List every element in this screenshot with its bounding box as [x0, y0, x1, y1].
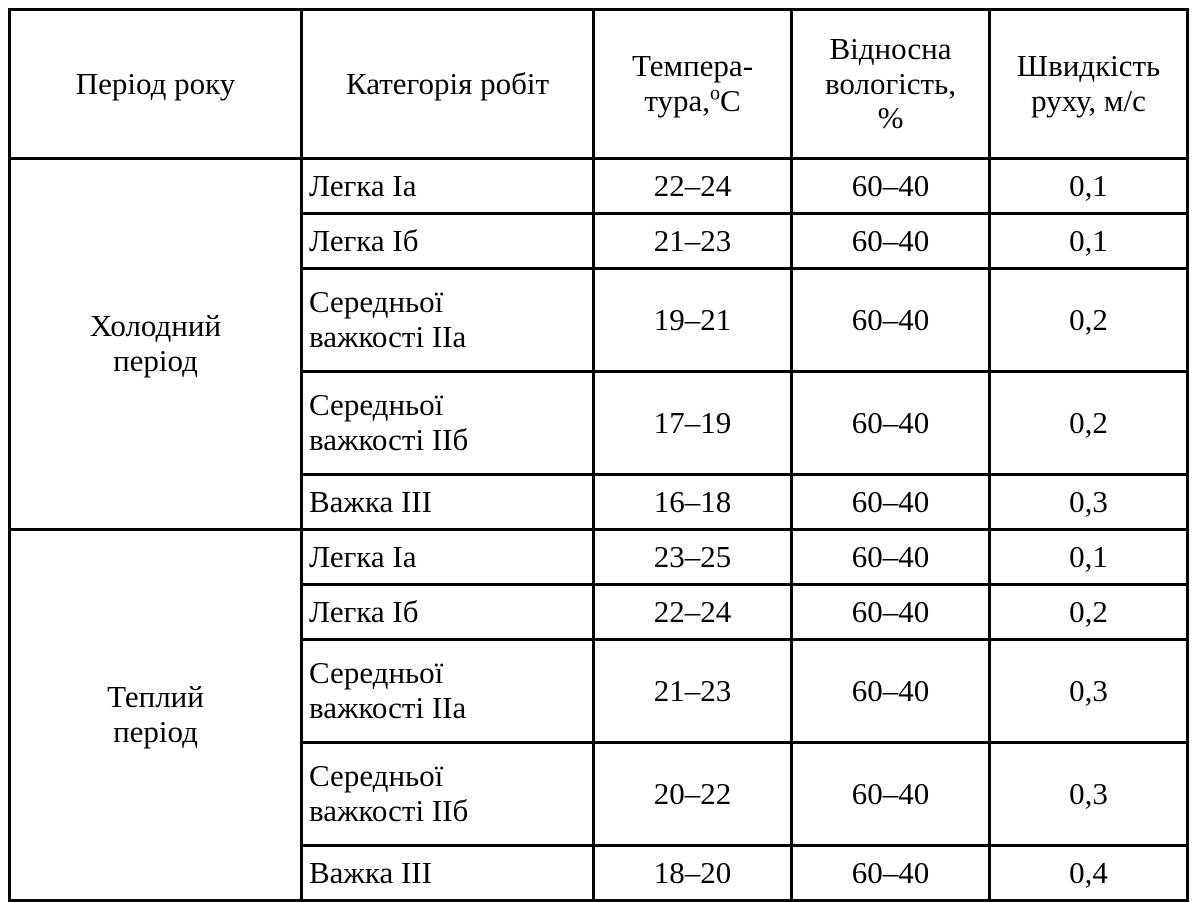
humidity-cell: 60–40: [792, 214, 990, 269]
temperature-cell: 18–20: [594, 846, 792, 901]
table-row: [10, 159, 1188, 214]
temperature-cell: 21–23: [594, 640, 792, 743]
speed-cell: 0,2: [990, 585, 1188, 640]
humidity-cell: 60–40: [792, 372, 990, 475]
column-header-period: Період року: [10, 10, 302, 159]
temperature-cell: 20–22: [594, 743, 792, 846]
temperature-cell: 22–24: [594, 585, 792, 640]
temperature-cell: 22–24: [594, 159, 792, 214]
category-cell: Середньої важкості ІІб: [302, 372, 594, 475]
table-row: [10, 530, 1188, 585]
column-header-temperature: Темпера- тура,$^o$С: [594, 10, 792, 159]
temperature-cell: 17–19: [594, 372, 792, 475]
speed-cell: 0,2: [990, 269, 1188, 372]
temperature-cell: 16–18: [594, 475, 792, 530]
temperature-cell: 19–21: [594, 269, 792, 372]
humidity-cell: 60–40: [792, 585, 990, 640]
category-cell: Легка Іб: [302, 585, 594, 640]
speed-cell: 0,4: [990, 846, 1188, 901]
category-cell: Середньої важкості ІІа: [302, 269, 594, 372]
table-header: [10, 10, 1188, 159]
speed-cell: 0,1: [990, 159, 1188, 214]
speed-cell: 0,3: [990, 475, 1188, 530]
temperature-cell: 23–25: [594, 530, 792, 585]
category-cell: Легка Іа: [302, 530, 594, 585]
speed-cell: 0,2: [990, 372, 1188, 475]
speed-cell: 0,1: [990, 214, 1188, 269]
microclimate-parameters-table: [8, 8, 1189, 902]
column-header-category: Категорія робіт: [302, 10, 594, 159]
column-header-humidity: Відносна вологість, %: [792, 10, 990, 159]
temperature-cell: 21–23: [594, 214, 792, 269]
speed-cell: 0,1: [990, 530, 1188, 585]
humidity-cell: 60–40: [792, 269, 990, 372]
category-cell: Середньої важкості ІІб: [302, 743, 594, 846]
period-cell-warm: Теплий період: [10, 530, 302, 901]
category-cell: Важка ІІІ: [302, 475, 594, 530]
humidity-cell: 60–40: [792, 530, 990, 585]
speed-cell: 0,3: [990, 743, 1188, 846]
category-cell: Легка Іа: [302, 159, 594, 214]
humidity-cell: 60–40: [792, 159, 990, 214]
humidity-cell: 60–40: [792, 640, 990, 743]
category-cell: Легка Іб: [302, 214, 594, 269]
category-cell: Важка ІІІ: [302, 846, 594, 901]
category-cell: Середньої важкості ІІа: [302, 640, 594, 743]
column-header-speed: Швидкість руху, м/с: [990, 10, 1188, 159]
humidity-cell: 60–40: [792, 475, 990, 530]
table-body: [10, 159, 1188, 901]
speed-cell: 0,3: [990, 640, 1188, 743]
period-cell-cold: Холодний період: [10, 159, 302, 530]
degree-superscript: o: [709, 82, 720, 105]
table-header-row: [10, 10, 1188, 159]
humidity-cell: 60–40: [792, 846, 990, 901]
humidity-cell: 60–40: [792, 743, 990, 846]
